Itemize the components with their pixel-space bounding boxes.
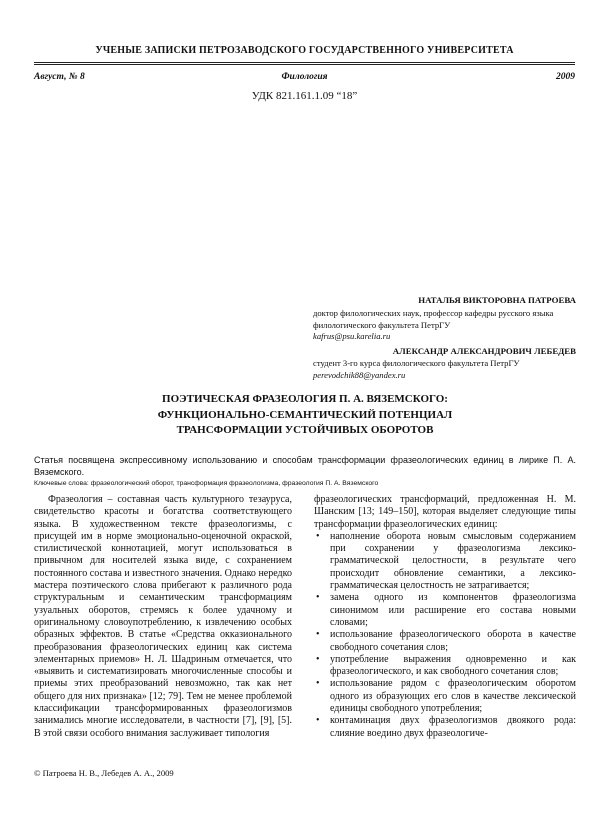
body-column-right — [314, 494, 576, 740]
list-item: • замена одного из компонентов фразеологизма синонимом или расширение его состава новыми словами; — [316, 592, 576, 628]
bullet-icon: • — [316, 592, 320, 604]
body-column-left — [34, 494, 292, 740]
header-rule-bottom — [34, 64, 575, 65]
author-affiliation: студент 3-го курса филологического факультета ПетрГУ — [313, 358, 520, 368]
section-label: Филология — [281, 72, 328, 82]
list-item: • употребление выражения одновременно и как фразеологического, и как свободного сочетания слов; — [316, 653, 576, 678]
bullet-icon: • — [316, 715, 320, 727]
udk-code: УДК 821.161.1.09 “18” — [251, 90, 358, 102]
header-rule-top — [34, 62, 575, 63]
copyright: © Патроева Н. В., Лебедев А. А., 2009 — [34, 768, 174, 778]
author-description — [313, 358, 575, 381]
list-item: • наполнение оборота новым смысловым содержанием при сохранении у фразеологизма лексико-грамматической целостности, в результате чего происходит обновление семантики, а лексико-грамматическая целостность не затрагивается; — [316, 530, 576, 592]
author-affiliation: доктор филологических наук, профессор кафедры русского языка филологического факультета ПетрГУ — [313, 308, 554, 330]
bullet-icon: • — [316, 629, 320, 641]
author-name: НАТАЛЬЯ ВИКТОРОВНА ПАТРОЕВА — [418, 295, 576, 305]
bullet-icon: • — [316, 653, 320, 665]
title-line: ПОЭТИЧЕСКАЯ ФРАЗЕОЛОГИЯ П. А. ВЯЗЕМСКОГО: — [162, 393, 448, 405]
list-item: • контаминация двух фразеологизмов двоякого рода: слияние воедино двух фразеологиче- — [316, 715, 576, 739]
issue-label: Август, № 8 — [34, 72, 85, 82]
transformation-list — [314, 531, 576, 740]
author-email[interactable]: kafrus@psu.karelia.ru — [313, 331, 391, 341]
abstract: Статья посвящена экспрессивному использованию и способам трансформации фразеологических единиц в лирике П. А. Вяземского. — [34, 455, 576, 477]
year-label: 2009 — [556, 72, 575, 82]
keywords: Ключевые слова: фразеологический оборот, трансформация фразеологизма, фразеология П. А. Вяземского — [34, 480, 379, 487]
author-name: АЛЕКСАНДР АЛЕКСАНДРОВИЧ ЛЕБЕДЕВ — [392, 346, 576, 356]
journal-title: УЧЕНЫЕ ЗАПИСКИ ПЕТРОЗАВОДСКОГО ГОСУДАРСТВЕННОГО УНИВЕРСИТЕТА — [95, 45, 514, 56]
title-line: ФУНКЦИОНАЛЬНО-СЕМАНТИЧЕСКИЙ ПОТЕНЦИАЛ — [157, 408, 453, 421]
body-paragraph: фразеологических трансформаций, предложенная Н. М. Шанским [13; 149–150], которая выделяет следующие типы трансформации фразеологических единиц: — [314, 494, 576, 530]
author-email[interactable]: perevodchik88@yandex.ru — [313, 369, 406, 380]
bullet-icon: • — [316, 678, 320, 690]
article-title — [110, 392, 500, 439]
title-line: ТРАНСФОРМАЦИИ УСТОЙЧИВЫХ ОБОРОТОВ — [176, 424, 434, 436]
list-item: • использование фразеологического оборота в качестве свободного сочетания слов; — [316, 629, 576, 653]
body-paragraph: Фразеология – составная часть культурного тезауруса, свидетельство красоты и богатства соответствующего языка. В художественном тексте фразеологизмы, с присущей им в норме эмоционально-оценочной окраской, стилистической коннотацией, могут использоваться в привычном для носителей языка виде, с сохранением постоянного состава и известного значения. Однако нередко мастера поэтического слова прибегают к различного рода структуральным и семантическим трансформациям узуальных оборотов, стремясь к более удачному и оригинальному словоупотреблению, к извлечению особых образных эффектов. В статье «Средства окказионального преобразования фразеологических единиц как система элементарных приемов» Н. Л. Шадриным отмечается, что «выявить и систематизировать многочисленные способы и приемы этих преобразований невозможно, так как нет общего для них признака» [12; 79]. Тем не менее проблемой классификации трансформированных фразеологизмов занимались многие исследователи, в частности [7], [9], [5]. В этой связи особого внимания заслуживает типология — [34, 494, 292, 739]
bullet-icon: • — [316, 530, 320, 542]
list-item: • использование рядом с фразеологическим оборотом одного из образующих его слов в качестве лексической единицы свободного употребления; — [316, 678, 576, 715]
author-description — [313, 308, 575, 343]
